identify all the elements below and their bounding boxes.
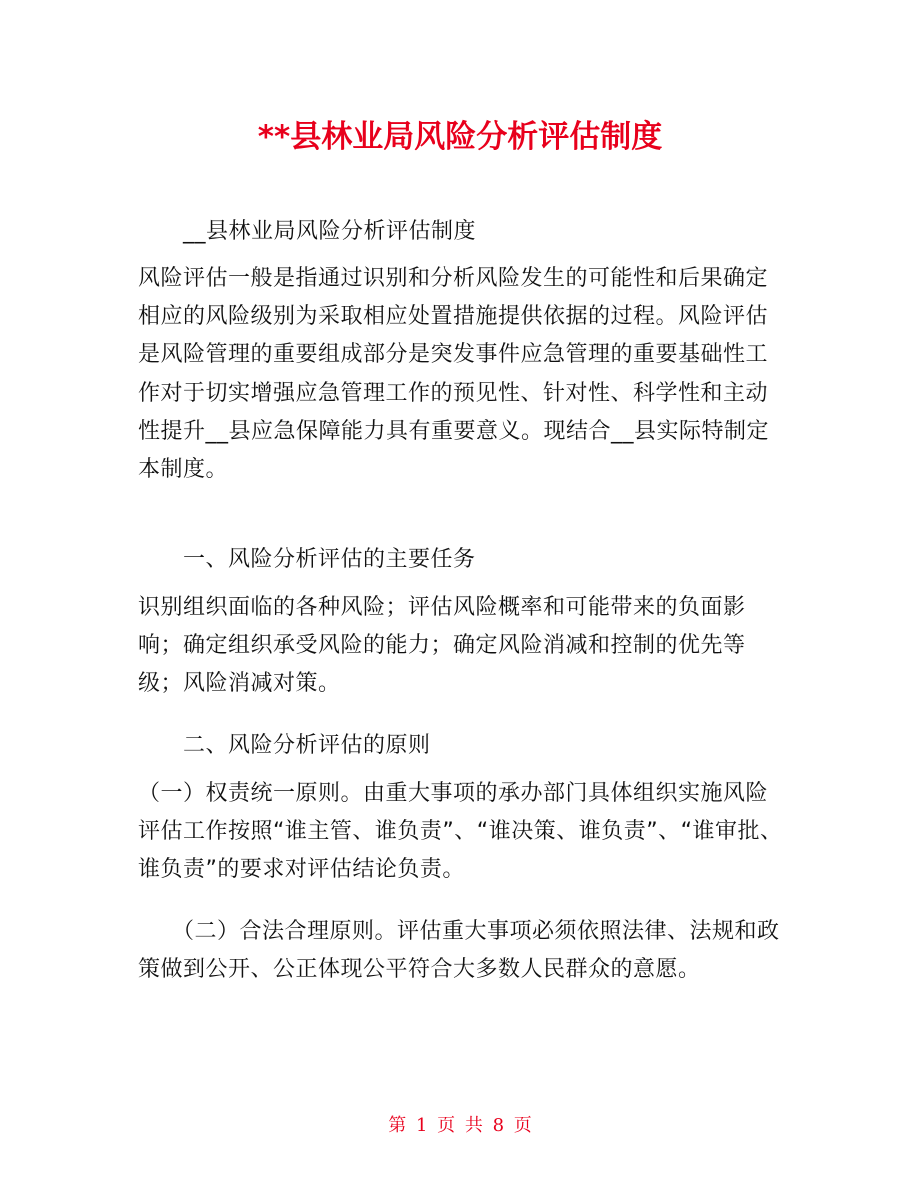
subtitle-paragraph: __县林业局风险分析评估制度 bbox=[138, 219, 477, 244]
document-title: **县林业局风险分析评估制度 bbox=[257, 119, 663, 155]
section-1-paragraph: 识别组织面临的各种风险；评估风险概率和可能带来的负面影响；确定组织承受风险的能力；确定风险消减和控制的优先等级；风险消减对策。 bbox=[138, 595, 746, 697]
intro-paragraph: 风险评估一般是指通过识别和分析风险发生的可能性和后果确定相应的风险级别为采取相应处置措施提供依据的过程。风险评估是风险管理的重要组成部分是突发事件应急管理的重要基础性工作对于切实增强应急管理工作的预见性、针对性、科学性和主动性提升__县应急保障能力具有重要意义。现结合__县实际特制定本制度。 bbox=[138, 266, 770, 483]
principle-2-paragraph: （二）合法合理原则。评估重大事项必须依照法律、法规和政策做到公开、公正体现公平符合大多数人民群众的意愿。 bbox=[138, 919, 780, 983]
page-number-footer: 第 1 页 共 8 页 bbox=[388, 1115, 532, 1136]
section-heading-2: 二、风险分析评估的原则 bbox=[138, 733, 431, 758]
principle-1-paragraph: （一）权责统一原则。由重大事项的承办部门具体组织实施风险评估工作按照“谁主管、谁负责”、“谁决策、谁负责”、“谁审批、谁负责”的要求对评估结论负责。 bbox=[138, 781, 783, 883]
section-heading-1: 一、风险分析评估的主要任务 bbox=[138, 547, 476, 572]
